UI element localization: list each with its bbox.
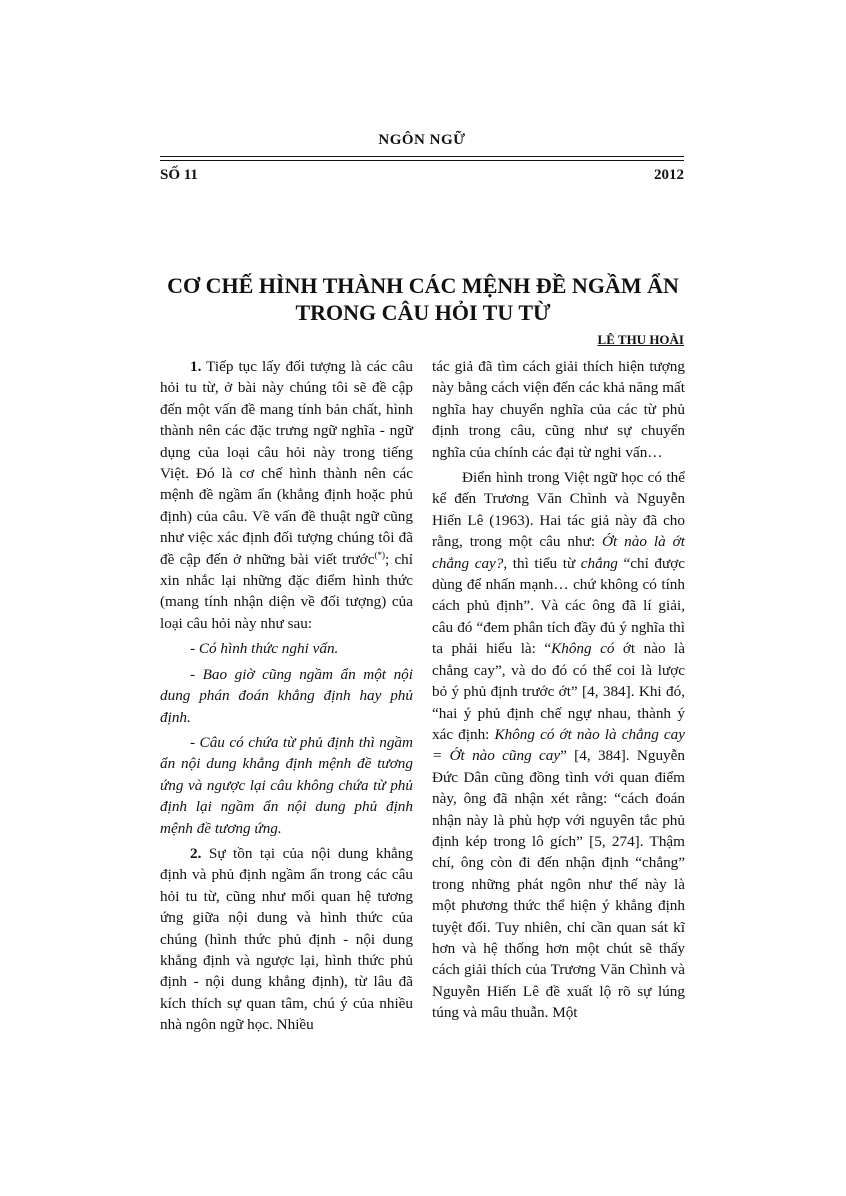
paragraph-1 (160, 356, 413, 634)
p3-text-c: “chỉ được dùng để nhấn mạnh… chứ không có tính cách phủ định”. Và các ông đã lí giải, câu đó “đem phân tích đầy đủ ý nghĩa thì ta phải hiểu là: “ (432, 554, 685, 658)
bullet-2: - Bao giờ cũng ngầm ẩn một nội dung phán đoán khẳng định hay phủ định. (160, 665, 413, 726)
p3-text-e: ” [4, 384]. Nguyễn Đức Dân cũng đồng tình với quan điểm này, ông đã nhận xét rằng: “cách đoán nhận này là phù hợp với nguyên tắc phủ định kép trong lô gích” [5, 274]. Thậm chí, ông còn đi đến nhận định “chẳng” trong những phát ngôn như thế này là một phương thức thể hiện ý khẳng định tuyệt đối. Tuy nhiên, chỉ cần quan sát kĩ hơn và hệ thống hơn một chút sẽ thấy cách giải thích của Trương Văn Chình và Nguyễn Hiến Lê đề xuất lộ rõ sự lúng túng và mâu thuẫn. Một (432, 747, 685, 1022)
p3-example-1: Ớt nào là ớt chẳng cay? (432, 533, 685, 572)
p3-example-2: chẳng (580, 554, 618, 572)
paragraph-1-text-a: Tiếp tục lấy đối tượng là các câu hỏi tu từ, ở bài này chúng tôi sẽ đề cập đến một vấn đề mang tính bản chất, hình thành nên các đặc trưng ngữ nghĩa - ngữ dụng của loại câu hỏi này trong tiếng Việt. Đó là cơ chế hình thành nên các mệnh đề ngầm ẩn (khẳng định hoặc phủ định) của câu. Về vấn đề thuật ngữ cũng như việc xác định đối tượng chúng tôi đã đề cập đến ở những bài viết trước (160, 358, 413, 568)
bullet-3: - Câu có chứa từ phủ định thì ngầm ẩn nội dung khẳng định mệnh đề tương ứng và ngược lại câu không chứa từ phủ định lại ngầm ẩn nội dung phủ định mệnh đề tương ứng. (160, 733, 413, 837)
p3-text-a: Điển hình trong Việt ngữ học có thể kể đến Trương Văn Chình và Nguyễn Hiến Lê (1963). Hai tác giả này đã cho rằng, trong một câu như: (432, 469, 685, 551)
journal-name: NGÔN NGỮ (378, 132, 466, 148)
right-column (432, 356, 685, 1028)
header-rule-thin (160, 160, 684, 161)
p3-example-4: Không có ớt nào là chẳng cay = Ớt nào cũng cay (432, 725, 685, 765)
paragraph-continued: tác giả đã tìm cách giải thích hiện tượng này bằng cách viện đến các khả năng mất nghĩa hay chuyển nghĩa của các từ phủ định trong câu, cũng như sự chuyển nghĩa của chính các đại từ nghi vấn… (432, 358, 685, 461)
section-number-1: 1. (190, 358, 202, 375)
footnote-marker: (*) (374, 549, 385, 560)
issue-year: 2012 (654, 167, 684, 183)
p3-example-3: Không có (551, 640, 615, 658)
p3-text-d: ớt nào là chẳng cay”, và do đó có thể coi là lược bỏ ý phủ định trước ớt” [4, 384]. Khi đó, “hai ý phủ định chế ngự nhau, thành ý xác định: (432, 640, 685, 743)
header-rule-thick (160, 156, 684, 157)
paragraph-2-text: Sự tồn tại của nội dung khẳng định và phủ định ngầm ẩn trong các câu hỏi tu từ, cũng như mối quan hệ tương ứng giữa nội dung và hình thức của chúng (hình thức phủ định - nội dung khẳng định và ngược lại, hình thức phủ định - nội dung khẳng định), từ lâu đã kích thích sự quan tâm, chú ý của nhiều nhà ngôn ngữ học. Nhiều (160, 844, 413, 1034)
title-line-2: TRONG CÂU HỎI TU TỪ (295, 300, 551, 325)
article-title (150, 272, 696, 326)
p3-text-b: , thì tiểu từ (503, 554, 581, 572)
title-line-1: CƠ CHẾ HÌNH THÀNH CÁC MỆNH ĐỀ NGẦM ẨN (167, 273, 679, 298)
left-column (160, 356, 413, 1040)
section-number-2: 2. (190, 844, 202, 862)
author-name: LÊ THU HOÀI (597, 332, 684, 347)
paragraph-3 (432, 467, 685, 1024)
issue-number: SỐ 11 (160, 167, 198, 183)
bullet-1: - Có hình thức nghi vấn. (190, 640, 339, 658)
paragraph-1-text-b: ; chỉ xin nhắc lại những đặc điểm hình thức (mang tính nhận diện về đối tượng) của loại câu hỏi này như sau: (160, 550, 413, 632)
paragraph-2 (160, 843, 413, 1036)
